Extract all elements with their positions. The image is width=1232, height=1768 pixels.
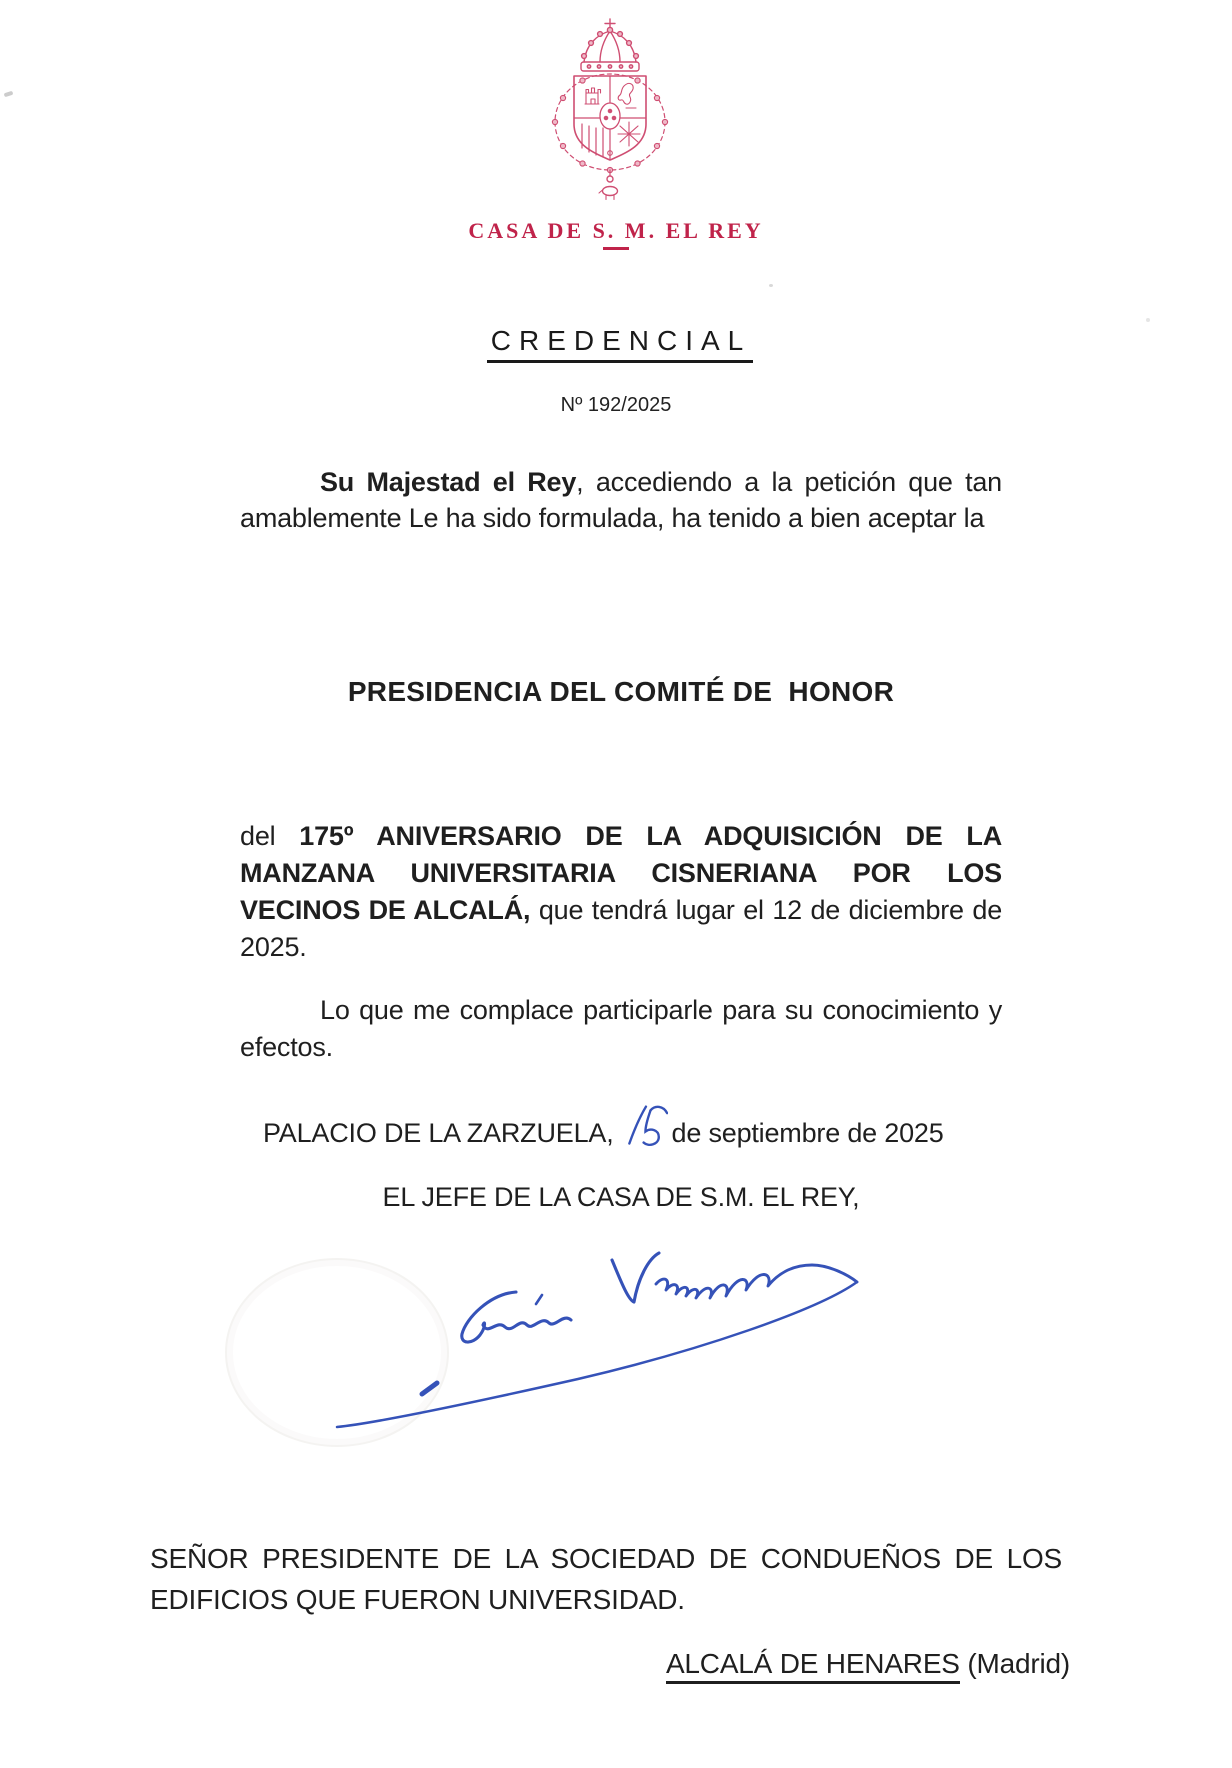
scan-speck	[4, 91, 14, 98]
paragraph-aniversario-rest: que tendrá lugar el 12 de diciembre de 2025.	[240, 895, 1003, 962]
dateline	[263, 1102, 1023, 1150]
paragraph-aniversario-bold: 175º ANIVERSARIO DE LA ADQUISICIÓN DE LA MANZANA UNIVERSITARIA CISNERIANA POR LOS VECINOS DE ALCALÁ,	[240, 821, 1002, 925]
dateline-rest: de septiembre de 2025	[671, 1118, 944, 1148]
heading-presidencia: PRESIDENCIA DEL COMITÉ DE HONOR	[347, 676, 895, 707]
signer-title: EL JEFE DE LA CASA DE S.M. EL REY,	[382, 1182, 860, 1212]
paragraph-majestad-rest: , accediendo a la petición que tan amablemente Le ha sido formulada, ha tenido a bien aceptar la	[240, 467, 1003, 533]
dateline-place: PALACIO DE LA ZARZUELA,	[263, 1118, 614, 1148]
document-title-row	[0, 325, 1232, 363]
scan-speck	[769, 284, 773, 287]
document-number: Nº 192/2025	[560, 394, 672, 416]
paragraph-aniversario	[240, 818, 1002, 966]
paragraph-majestad-bold: Su Majestad el Rey	[320, 467, 577, 497]
paragraph-aniversario-prefix: del	[240, 821, 300, 851]
handwritten-signature	[320, 1232, 880, 1437]
scan-speck	[1146, 318, 1150, 322]
letterhead-rule	[603, 247, 629, 250]
royal-coat-of-arms-icon	[548, 16, 672, 204]
recipient-place	[150, 1648, 1070, 1680]
recipient-place-province: (Madrid)	[959, 1648, 1070, 1679]
paragraph-complace: Lo que me complace participarle para su conocimiento y efectos.	[240, 995, 1002, 1062]
handwritten-day	[622, 1102, 668, 1150]
recipient-place-city: ALCALÁ DE HENARES	[666, 1648, 960, 1684]
letterhead-org: CASA DE S. M. EL REY	[468, 218, 764, 243]
paragraph-majestad	[240, 464, 1002, 536]
recipient-address: SEÑOR PRESIDENTE DE LA SOCIEDAD DE CONDUEÑOS DE LOS EDIFICIOS QUE FUERON UNIVERSIDAD.	[150, 1543, 1062, 1615]
document-title: CREDENCIAL	[487, 325, 753, 363]
